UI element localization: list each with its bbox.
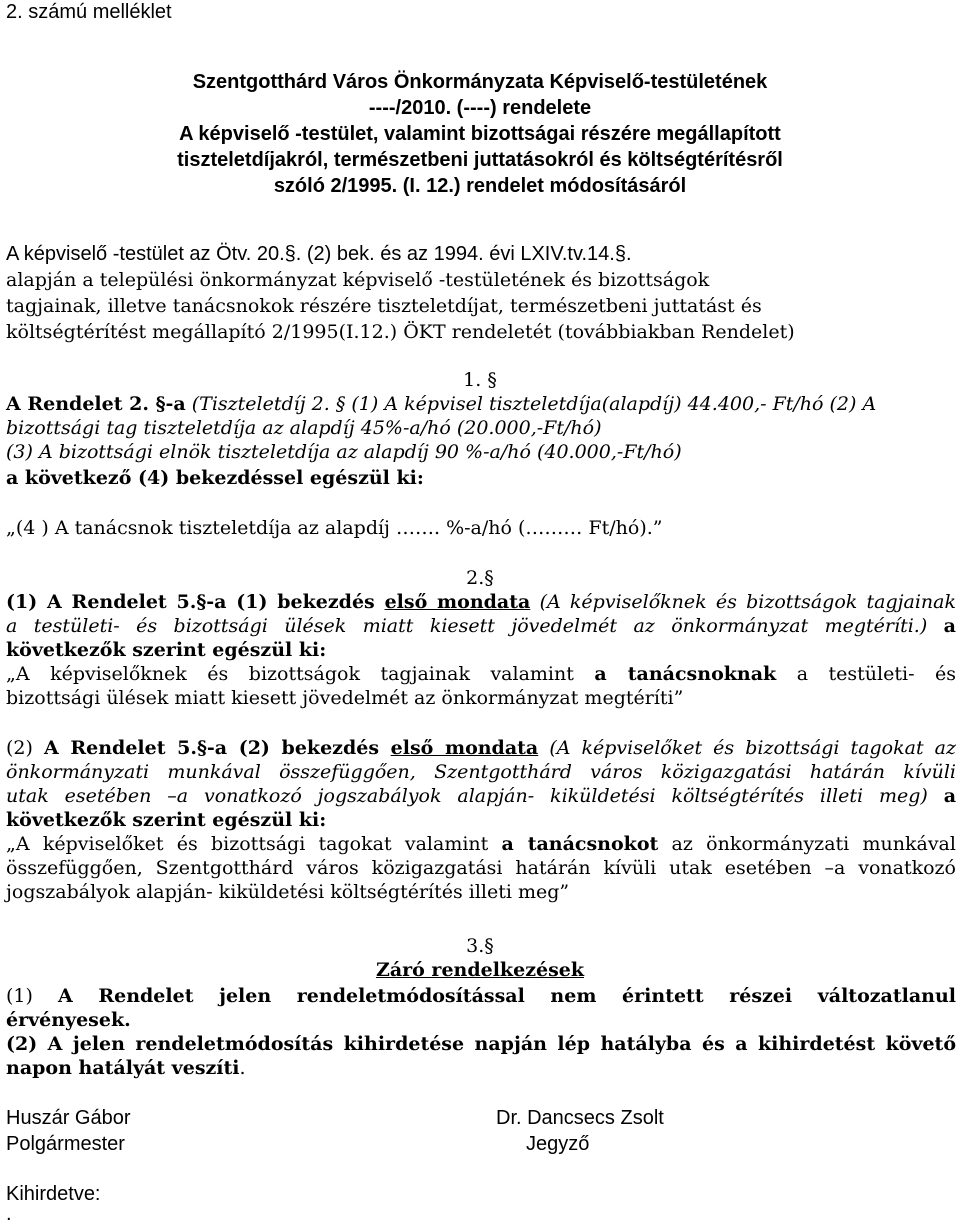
section-2-p1-line-5: bizottsági ülések miatt kiesett jövedelmét az önkormányzat megtéríti” — [6, 687, 684, 709]
annex-label: 2. számú melléklet — [6, 1, 172, 23]
section-3-line-3: (2) A jelen rendeletmódosítás kihirdetése napján lép hatályba és a kihirdetést követő — [6, 1033, 956, 1055]
section-1-bold-lead: A Rendelet 2. §-a — [6, 393, 186, 415]
announcement-value: . — [6, 1203, 12, 1225]
signature-right-name: Dr. Dancsecs Zsolt — [496, 1107, 664, 1129]
section-2-p2-quote-end: utak esetében –a vonatkozó jogszabályok alapján- kiküldetési költségtérítés illeti meg) — [6, 785, 928, 807]
preamble-line-4: költségtérítést megállapító 2/1995(I.12.) ÖKT rendeletét (továbbiakban Rendelet) — [6, 321, 795, 343]
section-2-p2-line-5 — [6, 832, 956, 856]
title-line-2: ----/2010. (----) rendelete — [368, 97, 592, 119]
section-1-line-4: a következő (4) bekezdéssel egészül ki: — [6, 467, 424, 489]
section-2-p2-a: a — [943, 785, 957, 807]
section-2-p1-new-end: a testületi- és — [776, 663, 956, 685]
title-line-4: tiszteletdíjakról, természetbeni juttatásokról és költségtérítésről — [177, 149, 783, 171]
section-3-line-2: érvényesek. — [6, 1009, 131, 1031]
title-line-5: szóló 2/1995. (I. 12.) rendelet módosításáról — [273, 175, 687, 197]
signature-left-name: Huszár Gábor — [6, 1107, 131, 1129]
section-2-p2-underlined: első mondata — [390, 737, 539, 759]
section-2-p2-line-7: jogszabályok alapján- kiküldetési költségtérítés illeti meg” — [6, 881, 570, 903]
section-3-end-period: . — [239, 1057, 246, 1079]
section-1-line-5: „(4 ) A tanácsnok tiszteletdíja az alapdíj ……. %-a/hó (……… Ft/hó).” — [6, 517, 663, 539]
section-1-italic-text: (Tiszteletdíj 2. § (1) A képvisel tiszteletdíja(alapdíj) 44.400,- Ft/hó (2) A — [191, 393, 877, 415]
section-2-p2-line-4: következők szerint egészül ki: — [6, 809, 327, 831]
section-2-p2-line-3 — [6, 784, 956, 808]
section-1-line-1 — [6, 392, 876, 416]
section-2-p2-line-1 — [6, 736, 956, 760]
section-2-number: 2.§ — [466, 567, 494, 589]
section-2-p2-new-text: „A képviselőket és bizottsági tagokat valamint — [6, 833, 502, 855]
section-3-number: 3.§ — [466, 935, 494, 957]
section-2-p1-quote-cont: a testületi- és bizottsági ülések miatt kiesett jövedelmét az önkormányzat megtéríti.) — [6, 615, 928, 637]
section-2-p1-line-3: következők szerint egészül ki: — [6, 639, 327, 661]
section-2-p2-new-bold: a tanácsnokot — [501, 833, 659, 855]
signature-left-title: Polgármester — [6, 1133, 125, 1155]
section-2-p1-line-1 — [6, 590, 956, 614]
section-2-p1-lead: (1) A Rendelet 5.§-a (1) bekezdés — [6, 591, 385, 613]
section-2-p1-quote: (A képviselőknek és bizottságok tagjainak — [539, 591, 956, 613]
section-3-text: A Rendelet jelen rendeletmódosítással nem érintett részei változatlanul — [57, 985, 957, 1007]
preamble-line-2: alapján a települési önkormányzat képviselő -testületének és bizottságok — [6, 269, 710, 291]
section-2-p1-line-4 — [6, 662, 956, 686]
section-2-p2-num: (2) — [6, 737, 44, 759]
section-2-p2-line-6: összefüggően, Szentgotthárd város közigazgatási határán kívüli utak esetében –a vonatkozó — [6, 857, 956, 879]
section-3-end-bold: napon hatályát veszíti — [6, 1057, 240, 1079]
preamble-line-1: A képviselő -testület az Ötv. 20.§. (2) bek. és az 1994. évi LXIV.tv.14.§. — [6, 243, 632, 265]
section-3-line-4 — [6, 1056, 246, 1080]
section-2-p1-a: a — [943, 615, 956, 637]
section-2-p2-quote: (A képviselőket és bizottsági tagokat az — [549, 737, 956, 759]
signature-right-title: Jegyző — [526, 1133, 590, 1155]
section-3-line-1 — [6, 984, 956, 1008]
section-2-p1-new-text: „A képviselőknek és bizottságok tagjainak valamint — [6, 663, 595, 685]
preamble-line-3: tagjainak, illetve tanácsnokok részére tiszteletdíjat, természetbeni juttatást és — [6, 295, 762, 317]
section-2-p1-new-bold: a tanácsnoknak — [594, 663, 777, 685]
announcement-label: Kihirdetve: — [6, 1183, 101, 1205]
section-2-p1-underlined: első mondata — [384, 591, 531, 613]
title-line-1: Szentgotthárd Város Önkormányzata Képviselő-testületének — [192, 71, 768, 93]
title-line-3: A képviselő -testület, valamint bizottságai részére megállapított — [179, 123, 781, 145]
section-3-heading: Záró rendelkezések — [375, 959, 585, 981]
section-1-line-2: bizottsági tag tiszteletdíja az alapdíj 45%-a/hó (20.000,-Ft/hó) — [6, 417, 602, 439]
section-1-number: 1. § — [463, 369, 497, 391]
section-2-p2-lead: A Rendelet 5.§-a (2) bekezdés — [43, 737, 391, 759]
section-3-num: (1) — [6, 985, 58, 1007]
section-1-line-3: (3) A bizottsági elnök tiszteletdíja az alapdíj 90 %-a/hó (40.000,-Ft/hó) — [6, 441, 682, 463]
section-2-p1-line-2 — [6, 614, 956, 638]
section-2-p2-new-end: az önkormányzati munkával — [658, 833, 956, 855]
section-2-p2-line-2: önkormányzati munkával összefüggően, Szentgotthárd város közigazgatási határán kívüli — [6, 761, 956, 783]
